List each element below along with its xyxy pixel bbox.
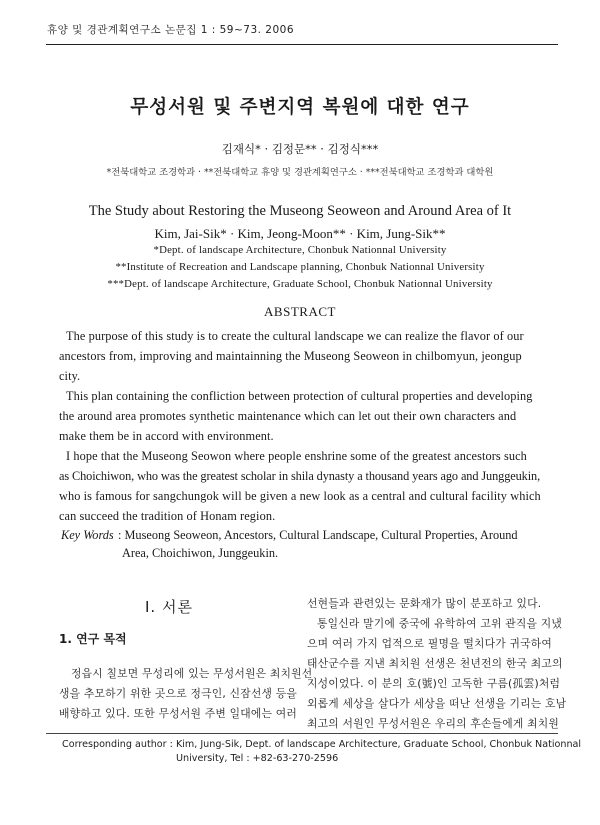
section-title: Ⅰ. 서론 (145, 598, 193, 616)
abstract-line: who is famous for sangchungok will be given a new look as a central and cultural facility which (59, 489, 541, 503)
affiliation-english-1: *Dept. of landscape Architecture, Chonbuk Nationnal University (153, 244, 447, 256)
body-text-left: 정읍시 칠보면 무성리에 있는 무성서원은 최치원선 (71, 667, 313, 680)
body-text-right: 지성이었다. 이 분의 호(號)인 고독한 구름(孤雲)처럼 (307, 677, 561, 690)
affiliation-english-2: **Institute of Recreation and Landscape planning, Chonbuk Nationnal University (115, 261, 485, 273)
footnote-rule (46, 733, 558, 734)
body-text-right: 으며 여러 가지 업적으로 필명을 떨치다가 귀국하여 (307, 637, 553, 650)
keywords-line-1: : Museong Seoweon, Ancestors, Cultural Landscape, Cultural Properties, Around (118, 528, 518, 542)
abstract-line: the around area promotes synthetic maintenance which can let out their own characters and (59, 409, 517, 423)
body-text-right: 통일신라 말기에 중국에 유학하여 고위 관직을 지냈 (317, 617, 563, 630)
subsection-title: 1. 연구 목적 (59, 632, 127, 646)
keywords-label: Key Words (61, 528, 114, 542)
authors-korean: 김재식* · 김정문** · 김정식*** (221, 142, 379, 156)
body-text-right: 선현들과 관련있는 문화재가 많이 분포하고 있다. (307, 597, 542, 610)
running-head: 휴양 및 경관계획연구소 논문집 1 : 59~73. 2006 (47, 24, 295, 36)
body-text-right: 태산군수를 지낸 최치원 선생은 천년전의 한국 최고의 (307, 657, 563, 670)
title-korean: 무성서원 및 주변지역 복원에 대한 연구 (130, 97, 470, 118)
abstract-line: make them be in accord with environment. (59, 429, 274, 443)
abstract-line: city. (59, 369, 81, 383)
abstract-line: can succeed the tradition of Honam region. (59, 509, 276, 523)
body-text-left: 배향하고 있다. 또한 무성서원 주변 일대에는 여러 (59, 707, 298, 720)
abstract-line: as Choichiwon, who was the greatest scholar in shila dynasty a thousand years ago and Junggeukin, (59, 469, 541, 483)
authors-english: Kim, Jai-Sik* · Kim, Jeong-Moon** · Kim, Jung-Sik** (154, 226, 446, 241)
body-text-right: 외롭게 세상을 살다가 세상을 떠난 선생을 기리는 호남 (307, 697, 567, 710)
header-rule (46, 44, 558, 45)
keywords-line-2: Area, Choichiwon, Junggeukin. (122, 546, 279, 560)
affiliations-korean: *전북대학교 조경학과 · **전북대학교 휴양 및 경관계획연구소 · ***전북대학교 조경학과 대학원 (106, 167, 494, 178)
footnote-line-1: Corresponding author : Kim, Jung-Sik, Dept. of landscape Architecture, Graduate School, Chonbuk Nationnal (62, 739, 582, 750)
affiliation-english-3: ***Dept. of landscape Architecture, Graduate School, Chonbuk Nationnal University (107, 278, 493, 290)
abstract-line: This plan containing the confliction between protection of cultural properties and developing (66, 389, 533, 403)
body-text-right: 최고의 서원인 무성서원은 우리의 후손들에게 최치원 (307, 717, 560, 730)
title-english: The Study about Restoring the Museong Seoweon and Around Area of It (88, 203, 512, 219)
abstract-line: I hope that the Museong Seowon where people enshrine some of the greatest ancestors such (66, 449, 527, 463)
body-text-left: 생을 추모하기 위한 곳으로 정극인, 신잠선생 등을 (59, 687, 298, 700)
footnote-line-2: University, Tel : +82-63-270-2596 (176, 753, 339, 764)
abstract-line: The purpose of this study is to create the cultural landscape we can realize the flavor of our (66, 329, 524, 343)
abstract-heading: ABSTRACT (264, 304, 336, 319)
abstract-line: ancestors from, improving and maintainning the Museong Seoweon in chilbomyun, jeongup (59, 349, 522, 363)
